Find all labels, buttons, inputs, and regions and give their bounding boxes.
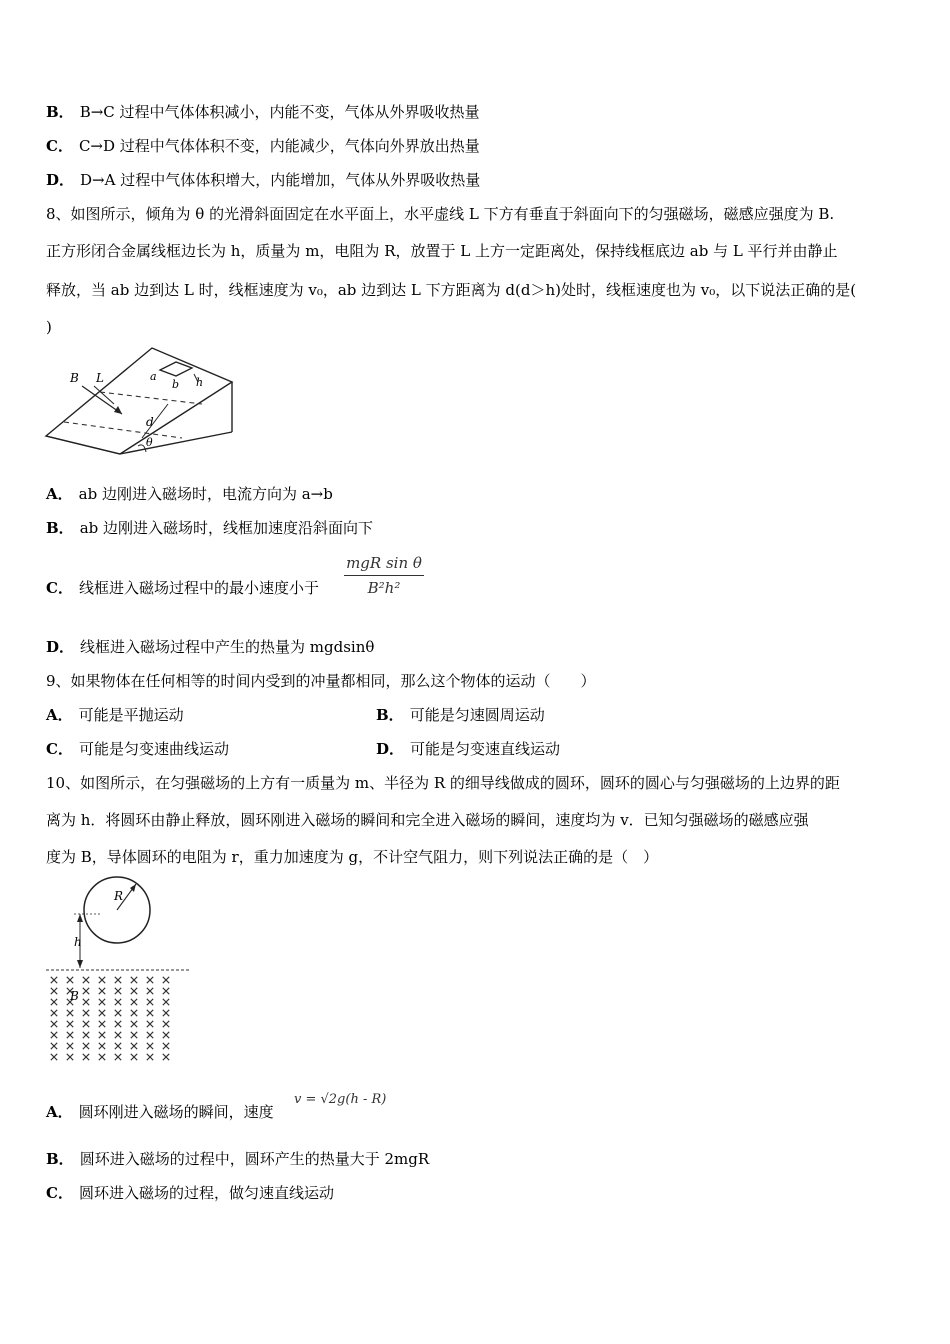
q10-option-c: C． 圆环进入磁场的过程，做匀速直线运动 (46, 1184, 334, 1202)
q10-ring-field-figure (44, 876, 194, 1064)
prev-option-c: C． C→D 过程中气体体积不变，内能减少，气体向外界放出热量 (46, 137, 480, 155)
prev-option-b: B． B→C 过程中气体体积减小，内能不变，气体从外界吸收热量 (46, 103, 480, 121)
magnetic-field-crosses (51, 977, 169, 1060)
label-R: R (114, 889, 124, 903)
label-h: h (74, 935, 82, 949)
label-a: a (150, 370, 157, 383)
q8-stem-line2: 正方形闭合金属线框边长为 h，质量为 m，电阻为 R，放置于 L 上方一定距离处，保持线框底边 ab 与 L 平行并由静止 (46, 242, 838, 260)
q10-option-a: A． 圆环刚进入磁场的瞬间，速度 (46, 1103, 274, 1121)
label-L: L (96, 371, 104, 385)
q9-option-b: B． 可能是匀速圆周运动 (376, 706, 545, 724)
q9-option-c: C． 可能是匀变速曲线运动 (46, 740, 229, 758)
q8-option-c: C． 线框进入磁场过程中的最小速度小于 (46, 579, 319, 597)
wire-frame (160, 362, 192, 376)
q8-stem-line4: ) (46, 318, 52, 336)
label-B: B (70, 989, 79, 1003)
label-h: h (196, 376, 204, 389)
q8-option-d: D． 线框进入磁场过程中产生的热量为 mgdsinθ (46, 638, 375, 656)
q8-stem-line3: 释放，当 ab 边到达 L 时，线框速度为 v₀，ab 边到达 L 下方距离为 d(d＞h)处时，线框速度也为 v₀，以下说法正确的是( (46, 281, 857, 299)
label-B: B (70, 371, 79, 385)
q10-stem-line1: 10、如图所示，在匀强磁场的上方有一质量为 m、半径为 R 的细导线做成的圆环，圆环的圆心与匀强磁场的上边界的距 (46, 774, 840, 792)
q8-option-b: B． ab 边刚进入磁场时，线框加速度沿斜面向下 (46, 519, 374, 537)
q8-stem-line1: 8、如图所示，倾角为 θ 的光滑斜面固定在水平面上，水平虚线 L 下方有垂直于斜面向下的匀强磁场，磁感应强度为 B. (46, 205, 835, 223)
label-theta: θ (146, 436, 153, 449)
q8-option-c-fraction (344, 553, 424, 598)
fraction-numerator: mgR sin θ (344, 553, 424, 576)
label-b: b (172, 378, 180, 391)
q10-stem-line3: 度为 B，导体圆环的电阻为 r，重力加速度为 g，不计空气阻力，则下列说法正确的是（ ） (46, 848, 659, 866)
q9-option-d: D． 可能是匀变速直线运动 (376, 740, 561, 758)
label-d: d (146, 415, 154, 429)
q9-stem: 9、如果物体在任何相等的时间内受到的冲量都相同，那么这个物体的运动（ ） (46, 672, 596, 690)
q8-option-a: A． ab 边刚进入磁场时，电流方向为 a→b (46, 485, 333, 503)
q10-option-a-formula: v = √2g(h - R) (294, 1092, 387, 1107)
q8-incline-figure (42, 342, 242, 462)
prev-option-d: D． D→A 过程中气体体积增大，内能增加，气体从外界吸收热量 (46, 171, 481, 189)
q10-stem-line2: 离为 h．将圆环由静止释放，圆环刚进入磁场的瞬间和完全进入磁场的瞬间，速度均为 v．已知匀强磁场的磁感应强 (46, 811, 809, 829)
q9-option-a: A． 可能是平抛运动 (46, 706, 184, 724)
q10-option-b: B． 圆环进入磁场的过程中，圆环产生的热量大于 2mgR (46, 1150, 430, 1168)
fraction-denominator: B²h² (367, 579, 401, 597)
line-L (100, 392, 202, 404)
